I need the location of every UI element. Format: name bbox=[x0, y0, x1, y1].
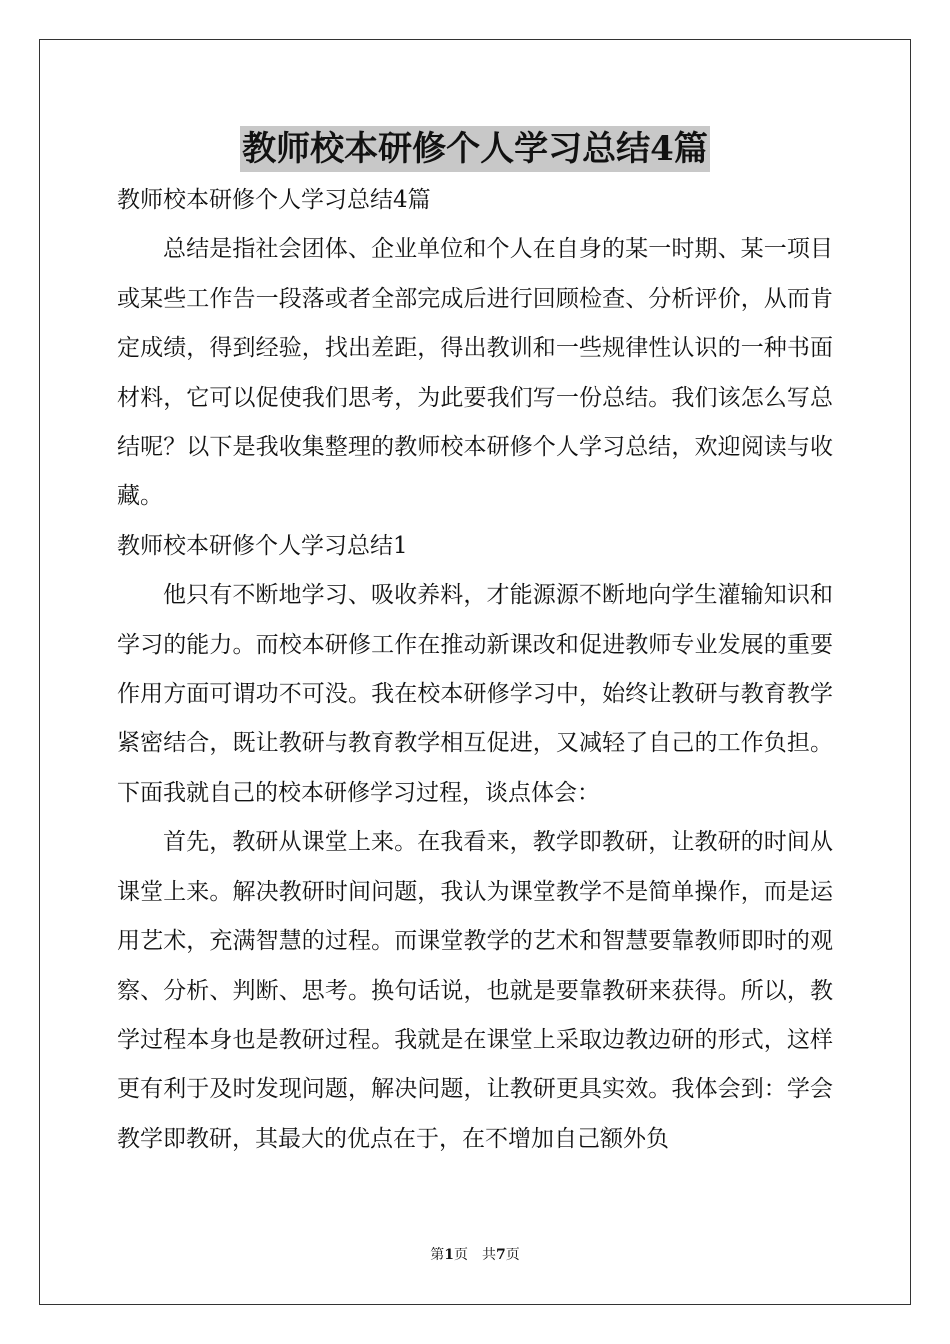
section-paragraph-2: 首先，教研从课堂上来。在我看来，教学即教研，让教研的时间从课堂上来。解决教研时间问题，我认为课堂教学不是简单操作，而是运用艺术，充满智慧的过程。而课堂教学的艺术和智慧要靠教师即时的观察、分析、判断、思考。换句话说，也就是要靠教研来获得。所以，教学过程本身也是教研过程。我就是在课堂上采取边教边研的形式，这样更有利于及时发现问题，解决问题，让教研更具实效。我体会到：学会教学即教研，其最大的优点在于，在不增加自己额外负 bbox=[117, 829, 833, 1152]
page-footer bbox=[0, 1245, 950, 1265]
document-title: 教师校本研修个人学习总结4篇 bbox=[240, 126, 710, 172]
footer-page-suffix: 页 bbox=[454, 1247, 468, 1263]
footer-total-number: 7 bbox=[496, 1247, 506, 1263]
title-container bbox=[0, 126, 950, 172]
footer-total-prefix: 共 bbox=[482, 1247, 496, 1263]
footer-page-prefix: 第 bbox=[430, 1247, 445, 1263]
footer-total-suffix: 页 bbox=[505, 1247, 520, 1263]
section-heading: 教师校本研修个人学习总结1 bbox=[117, 532, 408, 559]
document-subtitle: 教师校本研修个人学习总结4篇 bbox=[117, 187, 431, 213]
document-body bbox=[117, 176, 833, 1164]
section-paragraph-1: 他只有不断地学习、吸收养料，才能源源不断地向学生灌输知识和学习的能力。而校本研修工作在推动新课改和促进教师专业发展的重要作用方面可谓功不可没。我在校本研修学习中，始终让教研与教育教学紧密结合，既让教研与教育教学相互促进，又减轻了自己的工作负担。下面我就自己的校本研修学习过程，谈点体会： bbox=[117, 582, 833, 806]
footer-page-number: 1 bbox=[444, 1247, 454, 1263]
intro-paragraph: 总结是指社会团体、企业单位和个人在自身的某一时期、某一项目或某些工作告一段落或者全部完成后进行回顾检查、分析评价，从而肯定成绩，得到经验，找出差距，得出教训和一些规律性认识的一种书面材料，它可以促使我们思考，为此要我们写一份总结。我们该怎么写总结呢？以下是我收集整理的教师校本研修个人学习总结，欢迎阅读与收藏。 bbox=[117, 236, 833, 510]
